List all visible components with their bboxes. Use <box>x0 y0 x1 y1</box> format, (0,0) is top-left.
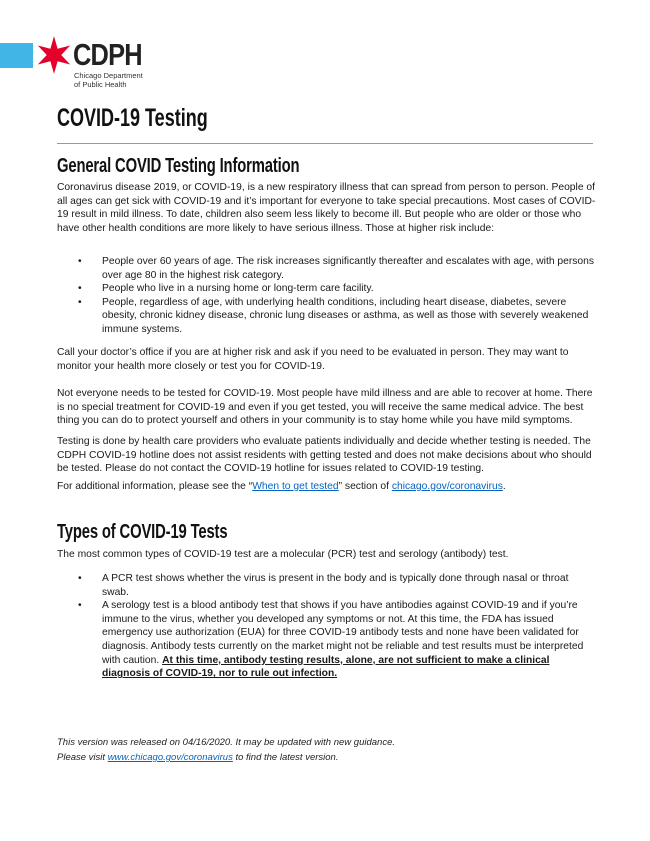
text: to find the latest version. <box>232 752 339 763</box>
list-item: • People who live in a nursing home or long-term care facility. <box>57 282 597 296</box>
text: A serology test is a blood antibody test that shows if you have antibodies against COVID-19 and if you’re immune to the virus, whether you developed any symptoms or not. At this time, the FDA has issued emergency use authorization (EUA) for three COVID-19 antibody tests and none have been validated for diagnosis. Antibody tests currently on the market might not be reliable and test results must be interpreted with caution. <box>102 600 584 666</box>
org-line-2: of Public Health <box>74 80 127 89</box>
general-intro: Coronavirus disease 2019, or COVID-19, is a new respiratory illness that can spread from person to person. People of all ages can get sick with COVID-19 and it’s important for everyone to take special precautions. Most cases of COVID-19 result in mild illness. To date, children also seem less likely to become ill. But people who are older or those who have other health conditions are more likely to have serious illness. Those at higher risk include: <box>57 182 596 234</box>
list-item <box>57 599 597 681</box>
divider <box>57 143 593 144</box>
text: For additional information, please see the “ <box>57 481 253 492</box>
antibody-warning: At this time, antibody testing results, alone, are not sufficient to make a clinical diagnosis of COVID-19, nor to rule out infection. <box>102 654 550 680</box>
brand-blue-bar <box>0 43 33 68</box>
list-item: • A PCR test shows whether the virus is present in the body and is typically done through nasal or throat swab. <box>57 572 597 599</box>
list-item: • People, regardless of age, with underlying health conditions, including heart disease, diabetes, severe obesity, chronic kidney disease, chronic lung diseases or asthma, as well as those with severely weakened immune systems. <box>57 296 597 337</box>
general-heading: General COVID Testing Information <box>57 155 300 177</box>
chicago-star-icon <box>36 35 72 75</box>
text: . <box>502 481 506 492</box>
visit-note <box>57 752 338 763</box>
org-line-1: Chicago Department <box>74 71 143 80</box>
not-everyone-paragraph: Not everyone needs to be tested for COVID-19. Most people have mild illness and are able to recover at home. There is no special treatment for COVID-19 and even if you get tested, you will receive the same medical advice. The best thing you can do to protect yourself and others in your community is to stay home while you have mild symptoms. <box>57 388 593 427</box>
testing-paragraph: Testing is done by health care providers who evaluate patients individually and decide whether testing is needed. The CDPH COVID-19 hotline does not assist residents with getting tested and does not make decisions about who should be tested. Please do not contact the COVID-19 hotline for issues related to COVID-19 testing. <box>57 436 592 475</box>
cdph-logo-text: CDPH <box>73 37 142 72</box>
page-title: COVID-19 Testing <box>57 104 208 132</box>
when-to-get-tested-link[interactable]: When to get tested <box>252 481 339 492</box>
footer-coronavirus-link[interactable]: www.chicago.gov/coronavirus <box>107 752 233 763</box>
text: ” section of <box>338 481 392 492</box>
test-types-list <box>57 572 597 681</box>
list-item: • People over 60 years of age. The risk increases significantly thereafter and escalates with age, with persons over age 80 in the highest risk category. <box>57 255 597 282</box>
org-name <box>74 71 143 89</box>
types-heading: Types of COVID-19 Tests <box>57 521 228 543</box>
version-note: This version was released on 04/16/2020. It may be updated with new guidance. <box>57 737 395 748</box>
additional-info-paragraph <box>57 480 597 494</box>
risk-list <box>57 255 597 337</box>
call-doctor-paragraph: Call your doctor’s office if you are at higher risk and ask if you need to be evaluated in person. They may want to monitor your health more closely or test you for COVID-19. <box>57 347 569 372</box>
chicago-coronavirus-link[interactable]: chicago.gov/coronavirus <box>391 481 503 492</box>
types-intro: The most common types of COVID-19 test are a molecular (PCR) test and serology (antibody) test. <box>57 549 509 560</box>
text: Please visit <box>57 752 108 763</box>
